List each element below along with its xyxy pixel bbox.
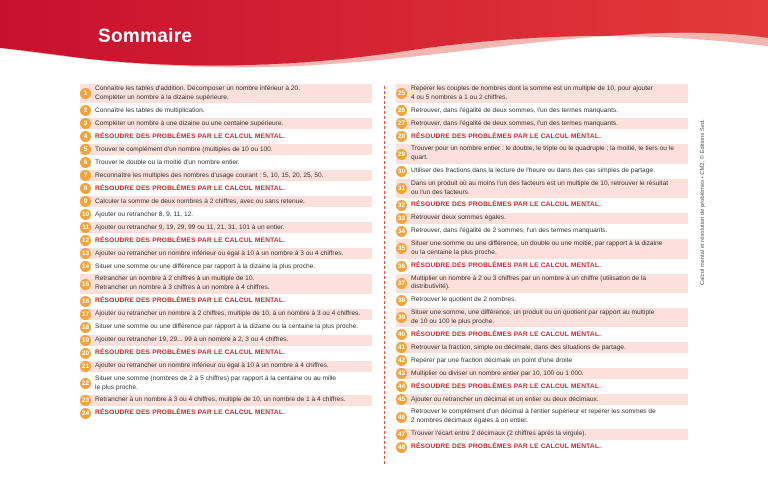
item-number-badge: 47 bbox=[397, 430, 406, 438]
item-number-badge: 40 bbox=[397, 331, 406, 339]
item-number-badge: 17 bbox=[81, 310, 90, 318]
summary-item bbox=[396, 118, 688, 129]
item-text: Multiplier un nombre à 2 ou 3 chiffres par un nombre à un chiffre (utilisation de la distributivité). bbox=[411, 274, 647, 291]
item-problem-heading: RÉSOUDRE DES PROBLÈMES PAR LE CALCUL MENTAL. bbox=[411, 330, 602, 338]
item-number-badge: 23 bbox=[81, 397, 90, 405]
item-problem-heading: RÉSOUDRE DES PROBLÈMES PAR LE CALCUL MENTAL. bbox=[411, 201, 602, 209]
item-problem-heading: RÉSOUDRE DES PROBLÈMES PAR LE CALCUL MENTAL. bbox=[95, 348, 286, 356]
item-text: Retrancher un nombre à 2 chiffres à un multiple de 10. Retrancher un nombre à 3 chiffres à un nombre à 4 chiffres. bbox=[95, 275, 270, 292]
item-problem-heading: RÉSOUDRE DES PROBLÈMES PAR LE CALCUL MENTAL. bbox=[411, 261, 602, 269]
item-number-badge: 46 bbox=[397, 413, 406, 421]
item-number-badge: 34 bbox=[397, 228, 406, 236]
item-number-badge: 38 bbox=[397, 297, 406, 305]
summary-item bbox=[80, 309, 372, 320]
summary-item bbox=[80, 261, 372, 272]
summary-item bbox=[396, 84, 688, 103]
item-text: Trouver le complément d'un nombre (multiples de 10 ou 100. bbox=[95, 145, 273, 153]
summary-item bbox=[396, 166, 688, 177]
summary-item bbox=[396, 429, 688, 440]
summary-item bbox=[80, 296, 372, 307]
summary-item bbox=[80, 144, 372, 155]
summary-item bbox=[80, 335, 372, 346]
summary-item bbox=[80, 322, 372, 333]
left-column bbox=[80, 84, 372, 421]
item-text: Connaître les tables de multiplication. bbox=[95, 106, 205, 114]
summary-item bbox=[80, 84, 372, 103]
item-text: Repérer par une fraction décimale un point d'une droite bbox=[411, 356, 573, 364]
summary-item bbox=[80, 118, 372, 129]
item-text: Trouver l'écart entre 2 décimaux (2 chiffres après la virgule). bbox=[411, 429, 587, 437]
item-number-badge: 11 bbox=[80, 222, 91, 233]
summary-item bbox=[80, 157, 372, 168]
summary-item bbox=[80, 209, 372, 220]
item-number-badge: 8 bbox=[80, 183, 91, 194]
item-text: Calculer la somme de deux nombres à 2 chiffres, avec ou sans retenue. bbox=[95, 197, 305, 205]
page-title: Sommaire bbox=[98, 26, 193, 47]
item-number-badge: 21 bbox=[81, 362, 90, 370]
summary-item bbox=[396, 295, 688, 306]
item-text: Compléter un nombre à une dizaine ou une centaine supérieure. bbox=[95, 119, 284, 127]
summary-item bbox=[80, 348, 372, 359]
item-number-badge: 6 bbox=[80, 157, 91, 168]
item-number-badge: 15 bbox=[81, 280, 90, 288]
item-text: Utiliser des fractions dans la lecture de l'heure ou dans des cas simples de partage. bbox=[411, 166, 655, 174]
item-number-badge: 9 bbox=[80, 196, 91, 207]
summary-item bbox=[80, 235, 372, 246]
item-number-badge: 44 bbox=[397, 383, 406, 391]
item-number-badge: 29 bbox=[397, 150, 406, 158]
summary-item bbox=[396, 274, 688, 293]
item-number-badge: 16 bbox=[81, 297, 90, 305]
item-problem-heading: RÉSOUDRE DES PROBLÈMES PAR LE CALCUL MENTAL. bbox=[411, 442, 602, 450]
header-banner bbox=[0, 0, 768, 75]
item-text: Ajouter ou retrancher un nombre inférieur ou égal à 10 à un nombre à 4 chiffres. bbox=[95, 361, 329, 369]
item-number-badge: 27 bbox=[397, 120, 406, 128]
item-text: Retrouver le complément d'un décimal à l'entier supérieur et repérer les sommes de 2 nombres décimaux égales à un entier. bbox=[411, 408, 656, 425]
column-divider bbox=[384, 86, 385, 464]
item-number-badge: 2 bbox=[80, 105, 91, 116]
item-problem-heading: RÉSOUDRE DES PROBLÈMES PAR LE CALCUL MENTAL. bbox=[95, 409, 286, 417]
item-number-badge: 5 bbox=[80, 144, 91, 155]
item-number-badge: 36 bbox=[397, 262, 406, 270]
item-text: Retrouver, dans l'égalité de 2 sommes, l'un des termes manquants. bbox=[411, 227, 608, 235]
item-number-badge: 41 bbox=[397, 344, 406, 352]
item-text: Situer une somme ou une différence, un double ou une moitié, par rapport à la dizaine ou la centaine la plus proche. bbox=[411, 240, 663, 256]
item-number-badge: 14 bbox=[81, 263, 90, 271]
item-number-badge: 19 bbox=[81, 336, 90, 344]
summary-item bbox=[80, 183, 372, 194]
summary-item bbox=[80, 395, 372, 406]
item-text: Dans un produit où au moins l'un des facteurs est un multiple de 10, retrouver le résultat ou l'un des facteurs. bbox=[411, 179, 669, 196]
item-text: Situer une somme (nombres de 2 à 5 chiffres) par rapport à la centaine ou au mille le plus proche. bbox=[95, 374, 337, 391]
summary-item bbox=[396, 226, 688, 237]
summary-item bbox=[80, 408, 372, 419]
summary-item bbox=[396, 342, 688, 353]
item-number-badge: 7 bbox=[80, 170, 91, 181]
item-number-badge: 28 bbox=[397, 133, 406, 141]
summary-item bbox=[396, 329, 688, 340]
item-text: Ajouter ou retrancher un nombre inférieur ou égal à 10 à un nombre à 3 ou 4 chiffres. bbox=[95, 249, 344, 257]
item-number-badge: 43 bbox=[397, 370, 406, 378]
summary-item bbox=[396, 179, 688, 198]
item-problem-heading: RÉSOUDRE DES PROBLÈMES PAR LE CALCUL MENTAL. bbox=[95, 296, 286, 304]
summary-item bbox=[396, 200, 688, 211]
item-number-badge: 10 bbox=[81, 211, 90, 219]
item-number-badge: 35 bbox=[397, 245, 406, 253]
item-number-badge: 12 bbox=[81, 237, 90, 245]
item-number-badge: 37 bbox=[397, 279, 406, 287]
summary-item bbox=[80, 131, 372, 142]
item-number-badge: 13 bbox=[81, 250, 90, 258]
item-text: Connaître les tables d'addition. Décomposer un nombre inférieur à 20. Compléter un nombre à la dizaine supérieure. bbox=[95, 85, 301, 101]
item-text: Situer une somme, une différence, un produit ou un quotient par rapport au multiple de 10 ou 100 le plus proche. bbox=[411, 309, 655, 325]
summary-item bbox=[396, 442, 688, 453]
summary-item bbox=[80, 105, 372, 116]
item-number-badge: 42 bbox=[397, 357, 406, 365]
summary-item bbox=[396, 105, 688, 116]
item-number-badge: 48 bbox=[397, 443, 406, 451]
item-number-badge: 18 bbox=[81, 323, 90, 331]
item-text: Ajouter ou retrancher un nombre à 2 chiffres, multiple de 10, à un nombre à 3 ou 4 chiffres. bbox=[95, 309, 361, 317]
item-number-badge: 45 bbox=[397, 396, 406, 404]
item-text: Trouver le double ou la moitié d'un nombre entier. bbox=[95, 158, 240, 166]
item-number-badge: 20 bbox=[81, 349, 90, 357]
summary-item bbox=[396, 407, 688, 426]
item-number-badge: 31 bbox=[397, 185, 406, 193]
item-number-badge: 33 bbox=[397, 215, 406, 223]
item-text: Situer une somme ou une différence par rapport à la dizaine la plus proche. bbox=[95, 262, 316, 270]
summary-item bbox=[396, 394, 688, 405]
item-number-badge: 22 bbox=[81, 380, 90, 388]
item-text: Repérer les couples de nombres dont la somme est un multiple de 10, pour ajouter 4 ou 5 nombres à 1 ou 2 chiffres. bbox=[411, 85, 653, 101]
summary-item bbox=[80, 170, 372, 181]
item-text: Situer une somme ou une différence par rapport à la dizaine ou la centaine la plus proche. bbox=[95, 322, 359, 330]
summary-item bbox=[396, 355, 688, 366]
item-number-badge: 30 bbox=[397, 167, 406, 175]
summary-item bbox=[396, 261, 688, 272]
item-number-badge: 39 bbox=[397, 314, 406, 322]
item-text: Retrouver le quotient de 2 nombres. bbox=[411, 296, 517, 304]
summary-item bbox=[396, 239, 688, 258]
item-problem-heading: RÉSOUDRE DES PROBLÈMES PAR LE CALCUL MENTAL. bbox=[411, 382, 602, 390]
right-column bbox=[396, 84, 688, 455]
summary-item bbox=[396, 131, 688, 142]
summary-item bbox=[396, 144, 688, 163]
item-number-badge: 24 bbox=[81, 410, 90, 418]
item-problem-heading: RÉSOUDRE DES PROBLÈMES PAR LE CALCUL MENTAL. bbox=[95, 236, 286, 244]
summary-item bbox=[80, 274, 372, 293]
summary-item bbox=[396, 213, 688, 224]
item-number-badge: 4 bbox=[80, 131, 91, 142]
item-text: Retrancher à un nombre à 3 ou 4 chiffres, multiple de 10, un nombre de 1 à 4 chiffres. bbox=[95, 396, 346, 404]
summary-item bbox=[396, 368, 688, 379]
item-text: Trouver pour un nombre entier : le double, le triple ou le quadruple ; la moitié, le tiers ou le quart. bbox=[411, 145, 674, 162]
item-text: Ajouter ou retrancher 9, 19, 29, 99 ou 11, 21, 31, 101 à un entier. bbox=[95, 223, 285, 231]
item-number-badge: 26 bbox=[397, 107, 406, 115]
side-credit: Calcul mental et résolution de problèmes • CM2, © Éditions Sed. bbox=[700, 119, 706, 285]
item-text: Ajouter ou retrancher 19, 29... 99 à un nombre à 2, 3 ou 4 chiffres. bbox=[95, 335, 289, 343]
summary-item bbox=[396, 381, 688, 392]
item-number-badge: 1 bbox=[80, 88, 91, 99]
item-text: Reconnaître les multiples des nombres d'usage courant : 5, 10, 15, 20, 25, 50. bbox=[95, 171, 324, 179]
item-text: Retrouver deux sommes égales. bbox=[411, 214, 506, 222]
item-text: Ajouter ou retrancher un décimal et un entier ou deux décimaux. bbox=[411, 395, 599, 403]
summary-item bbox=[396, 308, 688, 327]
item-number-badge: 25 bbox=[397, 90, 406, 98]
summary-item bbox=[80, 248, 372, 259]
item-number-badge: 3 bbox=[80, 118, 91, 129]
item-problem-heading: RÉSOUDRE DES PROBLÈMES PAR LE CALCUL MENTAL. bbox=[411, 132, 602, 140]
item-problem-heading: RÉSOUDRE DES PROBLÈMES PAR LE CALCUL MENTAL. bbox=[95, 184, 286, 192]
summary-item bbox=[80, 374, 372, 393]
summary-item bbox=[80, 196, 372, 207]
item-text: Retrouver, dans l'égalité de deux sommes, l'un des termes manquants. bbox=[411, 119, 619, 127]
item-text: Retrouver, dans l'égalité de deux sommes, l'un des termes manquants. bbox=[411, 106, 619, 114]
summary-item bbox=[80, 222, 372, 233]
item-number-badge: 32 bbox=[397, 202, 406, 210]
summary-item bbox=[80, 361, 372, 372]
item-problem-heading: RÉSOUDRE DES PROBLÈMES PAR LE CALCUL MENTAL. bbox=[95, 132, 286, 140]
item-text: Retrouver la fraction, simple ou décimale, dans des situations de partage. bbox=[411, 343, 626, 351]
item-text: Multiplier ou diviser un nombre entier par 10, 100 ou 1 000. bbox=[411, 369, 584, 377]
item-text: Ajouter ou retrancher 8, 9, 11, 12. bbox=[95, 210, 194, 218]
